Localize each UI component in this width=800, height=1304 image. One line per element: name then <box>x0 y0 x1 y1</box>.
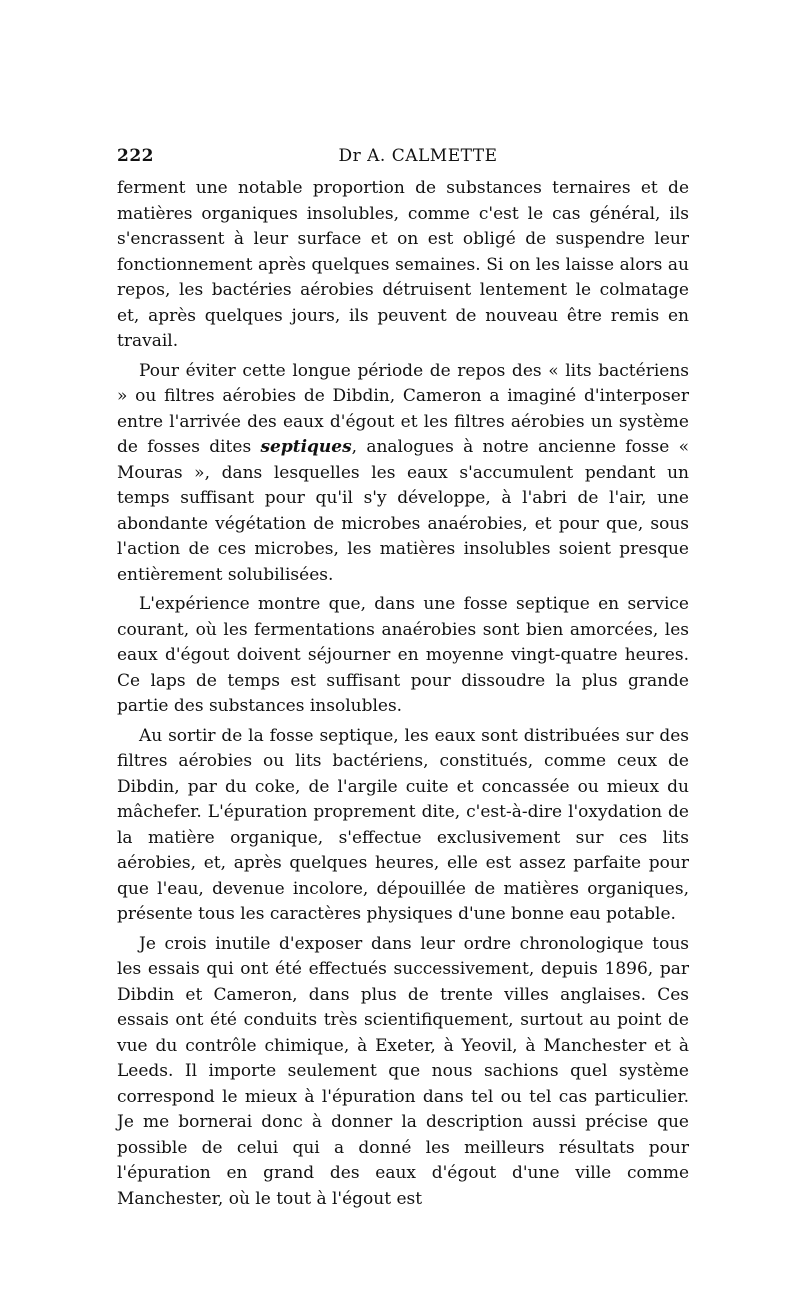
paragraph-3: L'expérience montre que, dans une fosse septique en service courant, où les fermentations anaérobies sont bien amorcées, les eaux d'égout doivent séjourner en moyenne vingt-quatre heures. Ce laps de temps est suffisant pour dissoudre la plus grande partie des substances insolubles. <box>117 594 689 716</box>
paragraph-2 <box>117 359 689 589</box>
page-header <box>117 146 689 176</box>
paragraph-5: Je crois inutile d'exposer dans leur ordre chronologique tous les essais qui ont été effectués successivement, depuis 1896, par Dibdin et Cameron, dans plus de trente villes anglaises. Ces essais ont été conduits très scientifiquement, surtout au point de vue du contrôle chimique, à Exeter, à Yeovil, à Manchester et à Leeds. Il importe seulement que nous sachions quel système correspond le mieux à l'épuration dans tel ou tel cas particulier. Je me bornerai donc à donner la description aussi précise que possible de celui qui a donné les meilleurs résultats pour l'épuration en grand des eaux d'égout d'une ville comme Manchester, où le tout à l'égout est <box>117 933 689 1209</box>
running-head: Dr A. CALMETTE <box>338 146 498 166</box>
paragraph-4: Au sortir de la fosse septique, les eaux sont distribuées sur des filtres aérobies ou lits bactériens, constitués, comme ceux de Dibdin, par du coke, de l'argile cuite et concassée ou mieux du mâchefer. L'épuration proprement dite, c'est-à-dire l'oxydation de la matière organique, s'effectue exclusivement sur ces lits aérobies, et, après quelques heures, elle est assez parfaite pour que l'eau, devenue incolore, dépouillée de matières organiques, présente tous les caractères physiques d'une bonne eau potable. <box>117 725 689 924</box>
paragraph-2-start: Pour éviter cette longue période de repos des « lits bactériens » ou filtres aérobies de Dibdin, Cameron a imaginé d'interposer entre l'arrivée des eaux d'égout et les filtres aérobies un système de fosses dites <box>117 360 689 457</box>
emphasis-septiques: septiques <box>260 437 352 457</box>
paragraph-2-end: , analogues à notre ancienne fosse « Mouras », dans lesquelles les eaux s'accumulent pendant un temps suffisant pour qu'il s'y développe, à l'abri de l'air, une abondante végétation de microbes anaérobies, et pour que, sous l'action de ces microbes, les matières insolubles soient presque entièrement solubilisées. <box>117 437 689 585</box>
page-number: 222 <box>117 146 154 166</box>
body-text <box>117 176 689 1212</box>
book-page <box>117 146 689 1216</box>
paragraph-1: ferment une notable proportion de substances ternaires et de matières organiques insolubles, comme c'est le cas général, ils s'encrassent à leur surface et on est obligé de suspendre leur fonctionnement après quelques semaines. Si on les laisse alors au repos, les bactéries aérobies détruisent lentement le colmatage et, après quelques jours, ils peuvent de nouveau être remis en travail. <box>117 178 689 351</box>
